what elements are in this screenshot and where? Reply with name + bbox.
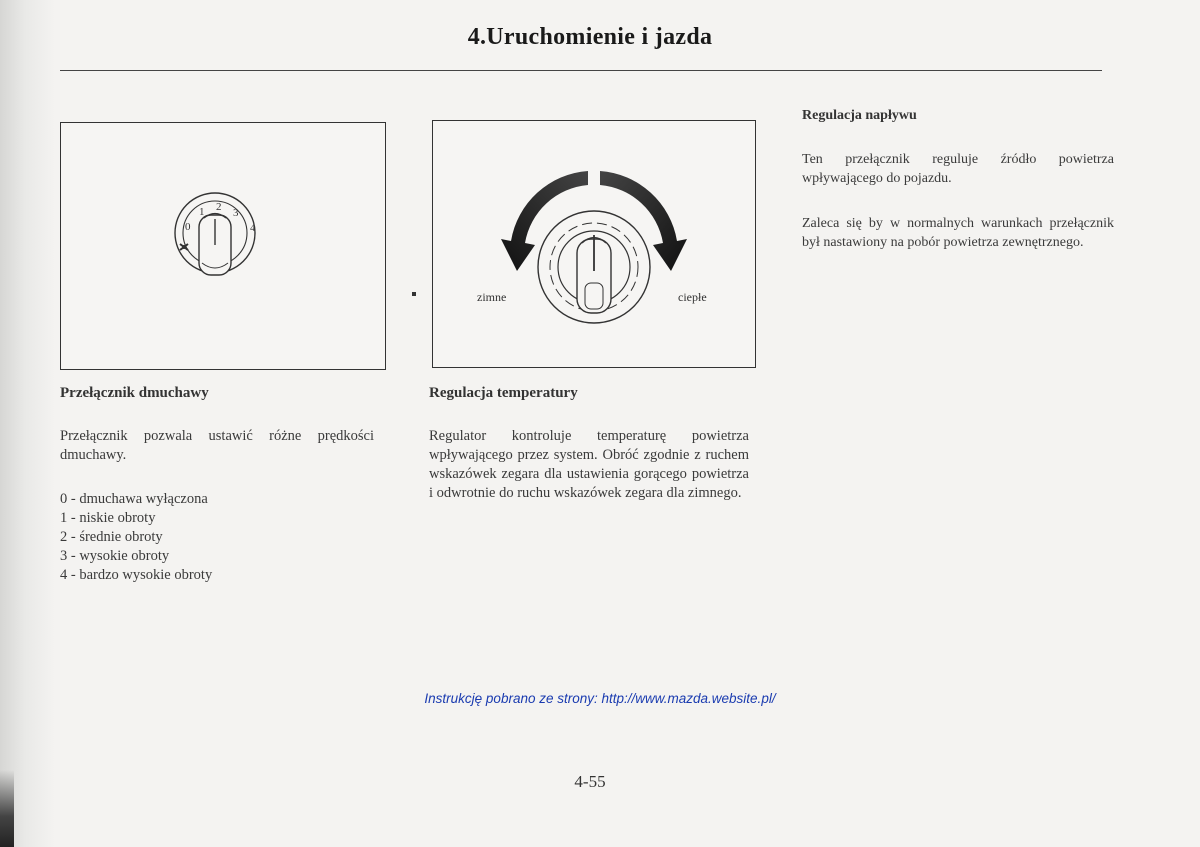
page-title: 4.Uruchomienie i jazda	[467, 24, 713, 50]
blower-section-heading: Przełącznik dmuchawy	[60, 385, 209, 401]
position-label-3: 3	[233, 207, 239, 219]
blower-description: Przełącznik pozwala ustawić różne prędkości dmuchawy.	[60, 428, 374, 463]
cold-label: zimne	[477, 290, 507, 304]
position-label-0: 0	[185, 221, 191, 233]
cold-arrow-icon	[501, 171, 588, 271]
temperature-section-heading: Regulacja temperatury	[429, 385, 578, 401]
position-label-2: 2	[216, 201, 222, 213]
position-label-4: 4	[250, 222, 256, 234]
air-intake-paragraph: Ten przełącznik reguluje źródło powietrza wpływającego do pojazdu.	[802, 152, 1114, 186]
temperature-dial-illustration	[433, 121, 755, 367]
download-source-link[interactable]: Instrukcję pobrano ze strony: http://www.mazda.website.pl/	[424, 691, 776, 706]
speed-item: 2 - średnie obroty	[60, 529, 163, 545]
bullet-dot	[412, 292, 416, 296]
title-divider	[60, 70, 1102, 71]
page-number: 4-55	[574, 772, 606, 791]
air-intake-paragraph: Zaleca się by w normalnych warunkach przełącznik był nastawiony na pobór powietrza zewnętrznego.	[802, 216, 1114, 250]
warm-arrow-icon	[600, 171, 687, 271]
position-label-1: 1	[199, 206, 205, 218]
speed-item: 0 - dmuchawa wyłączona	[60, 491, 208, 507]
blower-speed-list	[60, 490, 212, 585]
speed-item: 4 - bardzo wysokie obroty	[60, 567, 213, 583]
air-intake-section-heading: Regulacja napływu	[802, 108, 917, 123]
temperature-description: Regulator kontroluje temperaturę powietrza wpływającego przez system. Obróć zgodnie z ruchem wskazówek zegara dla ustawienia gorącego powietrza i odwrotnie do ruchu wskazówek zegara dla zimnego.	[429, 428, 749, 501]
temperature-control-figure	[432, 120, 756, 368]
blower-switch-figure	[60, 122, 386, 370]
speed-item: 3 - wysokie obroty	[60, 548, 170, 564]
speed-item: 1 - niskie obroty	[60, 510, 156, 526]
blower-dial-illustration	[61, 123, 385, 369]
warm-label: ciepłe	[678, 290, 707, 304]
binding-shadow	[0, 0, 55, 847]
